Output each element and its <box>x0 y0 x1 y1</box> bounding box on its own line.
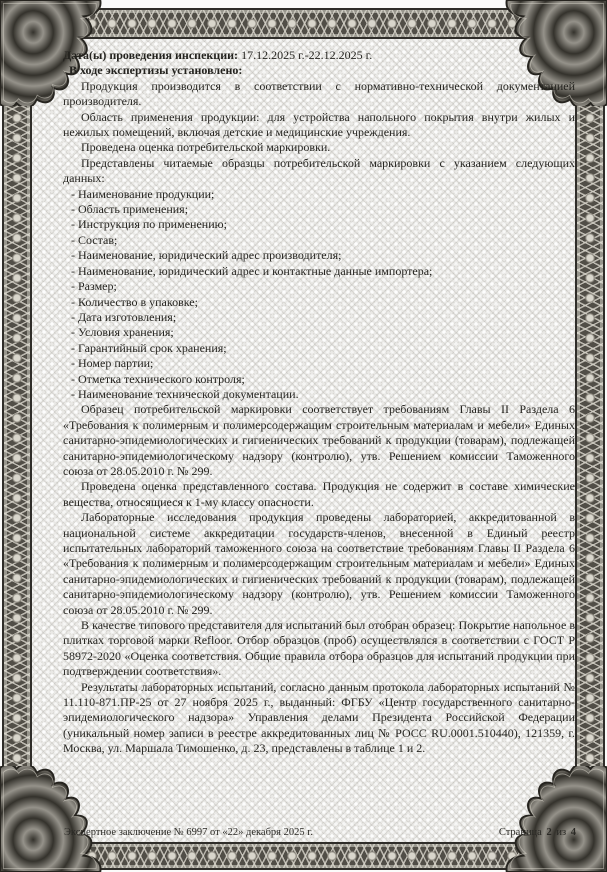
paragraph: Область применения продукции: для устройства напольного покрытия внутри жилых и нежилых помещений, включая детские и медицинские учреждения. <box>63 109 575 140</box>
marking-list-item: - Отметка технического контроля; <box>71 371 245 386</box>
corner-ornament-icon <box>0 766 106 872</box>
paragraph: Результаты лабораторных испытаний, согласно данным протокола лабораторных испытаний № 11.110-871.ПР-25 от 27 ноября 2025 г., выданный: ФГБУ «Центр государственного санитарно-эпидемиологического надзора» Управления делами Президента Российской Федерации (уникальный номер записи в реестре аккредитованных лиц № РОСС RU.0001.510440), 121359, г. Москва, ул. Маршала Тимошенко, д. 23, представлены в таблице 1 и 2. <box>63 679 575 756</box>
page-current: 2 <box>546 827 552 838</box>
inspection-date-line <box>63 48 575 63</box>
inspection-date-value: 17.12.2025 г.-22.12.2025 г. <box>241 48 373 62</box>
marking-list-item: - Инструкция по применению; <box>71 217 227 232</box>
marking-list-item: - Наименование, юридический адрес и контактные данные импортера; <box>71 263 433 278</box>
marking-list-item: - Количество в упаковке; <box>71 294 198 309</box>
marking-list-item: - Состав; <box>71 232 118 247</box>
footer-document-reference: Экспертное заключение № 6997 от «22» декабря 2025 г. <box>64 827 313 838</box>
marking-list-item: - Условия хранения; <box>71 325 174 340</box>
paragraph: Представлены читаемые образцы потребительской маркировки с указанием следующих данных: <box>63 155 575 186</box>
page-footer <box>64 827 576 838</box>
marking-list-item: - Дата изготовления; <box>71 309 177 324</box>
page-label: Страница <box>498 827 542 838</box>
marking-list-item: - Гарантийный срок хранения; <box>71 340 227 355</box>
marking-list-item: - Наименование продукции; <box>71 186 215 201</box>
marking-list-item: - Область применения; <box>71 202 189 217</box>
marking-list-item: - Наименование технической документации. <box>71 386 299 401</box>
paragraph: В качестве типового представителя для испытаний был отобран образец: Покрытие напольное в плитках торговой марки Refloor. Отбор образцов (проб) осуществлялся в соответствии с ГОСТ Р 58972-2020 «Оценка соответствия. Общие правила отбора образцов для испытаний продукции при подтверждении соответствия». <box>63 618 575 679</box>
marking-list-item: - Наименование, юридический адрес производителя; <box>71 248 342 263</box>
page-total: 4 <box>570 827 576 838</box>
marking-list-item: - Номер партии; <box>71 356 154 371</box>
paragraph: Проведена оценка представленного состава. Продукция не содержит в составе химические вещества, относящиеся к 1-му классу опасности. <box>63 479 575 509</box>
marking-list-item: - Размер; <box>71 279 117 294</box>
page-of-label: из <box>556 827 567 838</box>
paragraph: Продукция производится в соответствии с нормативно-технической документацией производителя. <box>63 78 575 109</box>
border-band-left <box>2 8 32 870</box>
inspection-date-label: Дата(ы) проведения инспекции: <box>63 48 239 62</box>
paragraph: Проведена оценка потребительской маркировки. <box>81 140 331 155</box>
established-heading: В ходе экспертизы установлено: <box>69 63 243 78</box>
border-band-right <box>575 8 605 870</box>
corner-ornament-icon <box>498 766 607 872</box>
paragraph: Лабораторные исследования продукция проведены лабораторией, аккредитованной в национальной системе аккредитации государств-членов, внесенной в Единый реестр испытательных лабораторий таможенного союза на соответствие требованиям Главы II Раздела 6 «Требования к полимерным и полимерсодержащим строительным материалам и мебели» Единых санитарно-эпидемиологических и гигиенических требований к продукции (товарам), подлежащей санитарно-эпидемиологическому надзору (контролю), утв. Решением комиссии Таможенного союза от 28.05.2010 г. № 299. <box>63 510 575 617</box>
footer-page-indicator <box>497 827 576 838</box>
document-body <box>63 48 575 757</box>
paragraph: Образец потребительской маркировки соответствует требованиям Главы II Раздела 6 «Требования к полимерным и полимерсодержащим строительным материалам и мебели» Единых санитарно-эпидемиологических и гигиенических требований к продукции (товарам), подлежащей санитарно-эпидемиологическому надзору (контролю), утв. Решением комиссии Таможенного союза от 28.05.2010 г. № 299. <box>63 402 575 478</box>
